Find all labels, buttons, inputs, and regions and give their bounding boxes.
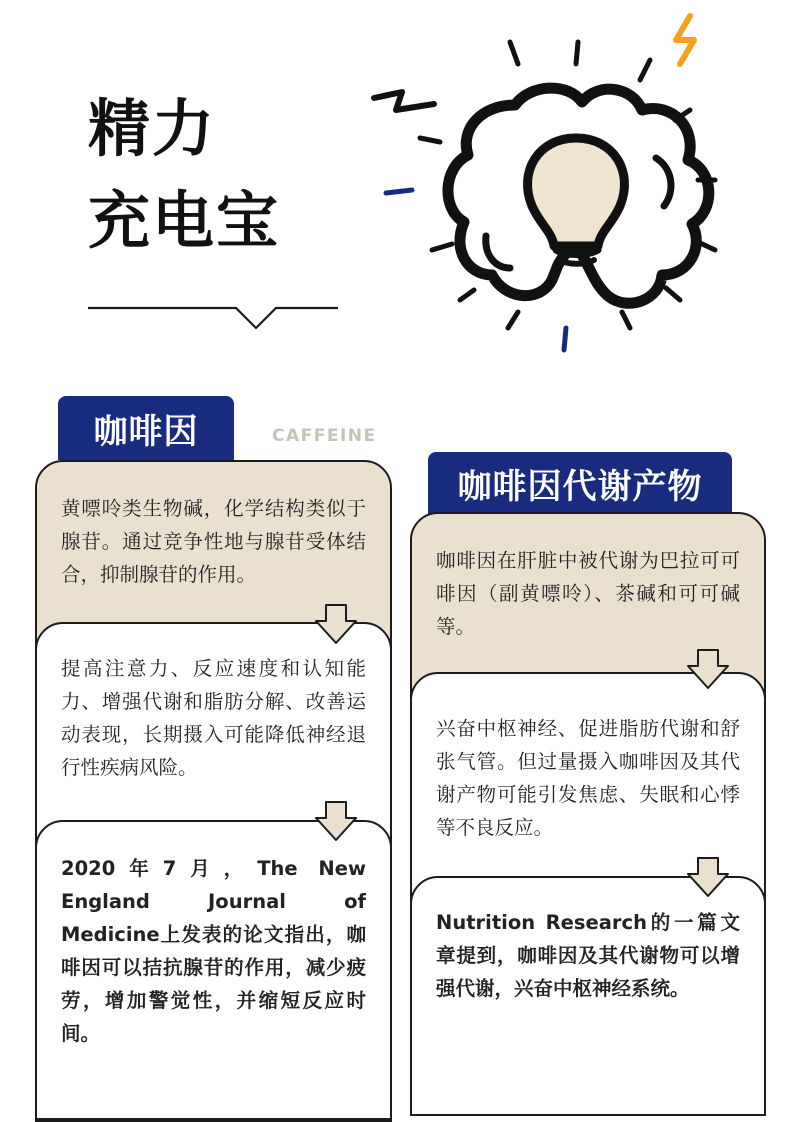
tab-caffeine-metabolites: 咖啡因代谢产物 [428,452,732,514]
down-arrow-icon [684,856,732,900]
left-card-3 [35,820,392,1120]
left-card-3-text: 2020年7月，The New England Journal of Medicine上发表的论文指出，咖啡因可以拮抗腺苷的作用，减少疲劳，增加警觉性，并缩短反应时间。 [61,857,366,1045]
right-card-1-text: 咖啡因在肝脏中被代谢为巴拉可可啡因（副黄嘌呤）、茶碱和可可碱等。 [436,549,740,638]
down-arrow-icon [312,603,360,647]
right-card-2-text: 兴奋中枢神经、促进脂肪代谢和舒张气管。但过量摄入咖啡因及其代谢产物可能引发焦虑、失眠和心悸等不良反应。 [436,717,740,839]
caffeine-english-label: CAFFEINE [272,426,377,446]
title-line-2: 充电宝 [88,184,281,257]
brain-lightbulb-icon [360,10,800,380]
left-card-2-text: 提高注意力、反应速度和认知能力、增强代谢和脂肪分解、改善运动表现，长期摄入可能降低神经退行性疾病风险。 [61,657,366,779]
left-card-1-text: 黄嘌呤类生物碱，化学结构类似于腺苷。通过竞争性地与腺苷受体结合，抑制腺苷的作用。 [61,497,366,586]
title-underline [88,300,338,340]
tab-caffeine: 咖啡因 [58,396,234,460]
lightning-icon [676,16,694,64]
title-line-1: 精力 [88,92,217,165]
right-card-3 [410,876,766,1116]
down-arrow-icon [684,648,732,692]
right-card-3-text: Nutrition Research的一篇文章提到，咖啡因及其代谢物可以增强代谢，兴奋中枢神经系统。 [436,911,740,1000]
down-arrow-icon [312,800,360,844]
